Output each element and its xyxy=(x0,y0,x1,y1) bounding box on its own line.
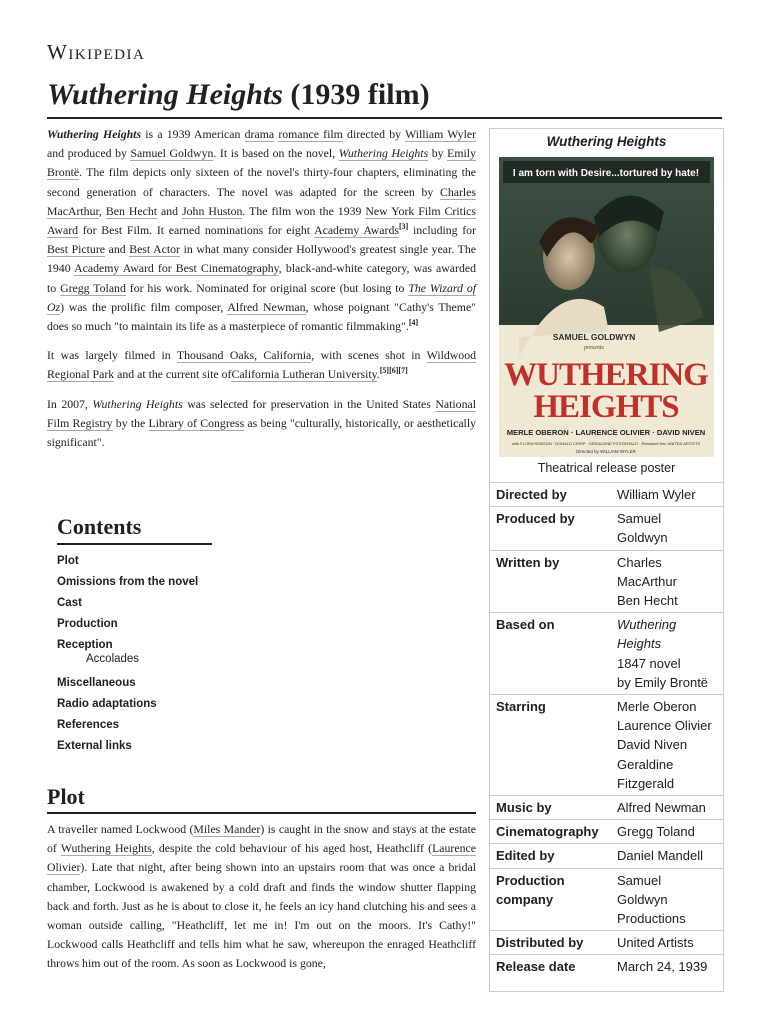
text-run: was selected for preservation in the United States xyxy=(182,396,436,411)
poster-art xyxy=(499,157,714,457)
infobox-label: Written by xyxy=(496,554,560,570)
infobox-row xyxy=(490,843,723,867)
text-run: A traveller named Lockwood ( xyxy=(47,822,194,836)
poster-small-credits: with FLORA ROBSON · DONALD CRISP · GERALDINE FITZGERALD · Released thru UNITED ARTISTS xyxy=(511,441,701,446)
infobox-value xyxy=(617,933,723,952)
text-run: and at the current site of xyxy=(114,367,232,382)
plot-paragraph-1 xyxy=(47,820,476,974)
toc-item[interactable]: Plot xyxy=(57,555,79,567)
inline-link[interactable]: National Film Registry xyxy=(47,396,476,430)
infobox-value-line[interactable]: Charles xyxy=(617,554,662,570)
infobox-label: Distributed by xyxy=(496,935,584,951)
poster-presenter: SAMUEL GOLDWYN xyxy=(552,332,636,342)
inline-link[interactable]: Emily Brontë xyxy=(47,146,476,180)
text-run: , whose poignant "Cathy's Theme" does so much "to maintain its life as a masterpiece of romantic filmmaking". xyxy=(47,299,477,334)
text-run: and xyxy=(104,242,130,257)
infobox-value-line[interactable]: Samuel xyxy=(617,511,662,527)
toc-item[interactable]: Reception xyxy=(57,639,113,651)
inline-link[interactable]: William Wyler xyxy=(405,127,477,141)
infobox-value-line[interactable]: United Artists xyxy=(617,935,694,951)
infobox-value-line[interactable]: Goldwyn xyxy=(617,891,668,907)
infobox-label: Release date xyxy=(496,959,576,975)
infobox-value-line[interactable]: Productions xyxy=(617,911,686,927)
infobox-rows xyxy=(490,482,723,979)
toc-item[interactable]: External links xyxy=(57,740,132,752)
text-run: and xyxy=(157,203,183,218)
contents-heading: Contents xyxy=(57,514,212,545)
toc-item[interactable]: Miscellaneous xyxy=(57,677,136,689)
toc-item[interactable]: Radio adaptations xyxy=(57,698,157,710)
text-run: ) is caught in the snow and stays at the estate of xyxy=(47,822,476,856)
text-run: in what many consider Hollywood's greatest single year. The 1940 xyxy=(47,242,476,276)
infobox-value-line[interactable]: Heights xyxy=(617,636,662,652)
infobox-label: Edited by xyxy=(496,848,555,864)
infobox-value xyxy=(617,798,723,817)
inline-link[interactable]: Academy Awards xyxy=(314,223,399,238)
plot-section xyxy=(47,820,476,984)
infobox-value-line[interactable]: Laurence Olivier xyxy=(617,718,712,734)
table-of-contents xyxy=(57,514,217,757)
infobox-value-line[interactable]: Alfred Newman xyxy=(617,800,706,816)
toc-item[interactable]: Cast xyxy=(57,597,82,609)
infobox-value-line[interactable]: MacArthur xyxy=(617,573,677,589)
inline-link[interactable]: Charles MacArthur xyxy=(47,184,476,218)
inline-link[interactable]: Wuthering Heights xyxy=(338,146,429,161)
text-run: by xyxy=(428,146,448,161)
intro-section xyxy=(47,125,476,462)
infobox-value xyxy=(617,485,723,504)
inline-link[interactable]: New York Film Critics Award xyxy=(47,203,476,238)
toc-item[interactable]: Omissions from the novel xyxy=(57,576,199,588)
inline-link[interactable]: Wuthering Heights xyxy=(60,841,152,856)
intro-paragraph-3 xyxy=(47,395,476,453)
text-run: . The film depicts only sixteen of the novel's thirty-four chapters, eliminating the second generation of characters. The novel was adapted for the screen by xyxy=(47,165,476,199)
infobox-row xyxy=(490,612,723,694)
citation-link[interactable]: [4] xyxy=(408,318,419,328)
inline-link[interactable]: Laurence Olivier xyxy=(47,841,476,875)
citation-link[interactable]: [3] xyxy=(398,222,409,232)
text-run: . The film won the 1939 xyxy=(242,203,366,218)
page-title-italic: Wuthering Heights xyxy=(47,78,283,111)
infobox-label: Starring xyxy=(496,699,546,715)
infobox-value-line[interactable]: Samuel xyxy=(617,872,662,888)
text-run: ) was the prolific film composer, xyxy=(60,299,228,314)
text-run: for his work. Nominated for original score (but losing to xyxy=(125,280,409,295)
inline-link[interactable]: Academy Award for Best Cinematography xyxy=(74,261,279,276)
text-run: for Best Film. It earned nominations for eight xyxy=(78,223,315,238)
text-run: , with scenes shot in xyxy=(311,348,427,363)
page-title-rest: (1939 film) xyxy=(282,78,430,111)
inline-link[interactable]: Alfred Newman xyxy=(227,299,306,314)
citation-link[interactable]: [5][6][7] xyxy=(379,366,408,376)
text-run: and produced by xyxy=(47,146,131,161)
text-run: . It is based on the novel, xyxy=(213,146,339,161)
infobox-row xyxy=(490,868,723,931)
poster-caption: Theatrical release poster xyxy=(537,461,676,475)
text-run: ). Late that night, after being shown into an upstairs room that was once a bridal chamber, Lockwood is awakened by a cold draft and finds the window shutter flapping back and forth. Just as he is about to close it, he feels an icy hand clutching his and sees a woman outside calling, "Heathcliff, let me in! I'm out on the moors. It's Cathy!" Lockwood calls Heathcliff and tells him what he saw, whereupon the enraged Heathcliff throws him out of the room. As soon as Lockwood is gone, xyxy=(47,860,476,971)
contents-list xyxy=(57,551,217,757)
infobox-value xyxy=(617,822,723,841)
infobox-value-line[interactable]: William Wyler xyxy=(617,487,696,502)
text-run: , despite the cold behaviour of his aged host, Heathcliff ( xyxy=(151,841,433,856)
infobox-row xyxy=(490,550,723,613)
inline-link[interactable]: Miles Mander xyxy=(193,822,261,836)
infobox-row xyxy=(490,819,723,843)
text-run: , black-and-white category, was awarded to xyxy=(47,261,476,295)
infobox-value xyxy=(617,957,723,976)
text-run: . xyxy=(376,367,380,382)
intro-paragraph-1 xyxy=(47,125,476,336)
infobox-title: Wuthering Heights xyxy=(546,134,667,149)
infobox-value-line[interactable]: Goldwyn xyxy=(617,530,668,546)
infobox-value-line[interactable]: Gregg Toland xyxy=(617,824,695,840)
infobox-value-line[interactable]: 1847 novel xyxy=(617,655,681,671)
plot-heading: Plot xyxy=(47,784,476,814)
intro-paragraph-2 xyxy=(47,346,476,384)
italic-text: Wuthering Heights xyxy=(92,396,183,411)
text-run: In 2007, xyxy=(47,396,93,411)
poster-stars: MERLE OBERON · LAURENCE OLIVIER · DAVID NIVEN xyxy=(506,428,706,437)
infobox-label: Production company xyxy=(496,872,565,907)
inline-link[interactable]: romance film xyxy=(278,127,343,141)
text-run: It was largely filmed in xyxy=(47,348,177,363)
infobox-value xyxy=(617,615,723,692)
infobox-value xyxy=(617,509,723,547)
bold-italic-text: Wuthering Heights xyxy=(47,127,142,141)
infobox-row xyxy=(490,795,723,819)
inline-link[interactable]: California Lutheran University xyxy=(231,367,377,382)
logo-text: Wikipedia xyxy=(47,40,146,64)
inline-link[interactable]: John Huston xyxy=(182,203,243,218)
infobox-row xyxy=(490,482,723,506)
infobox-label: Music by xyxy=(496,800,552,816)
infobox-value-line[interactable]: Fitzgerald xyxy=(617,775,675,791)
text-run: is a 1939 American xyxy=(141,127,245,141)
toc-item[interactable]: Production xyxy=(57,618,118,630)
infobox-value-line[interactable]: Geraldine xyxy=(617,756,674,772)
text-run: , xyxy=(98,203,106,218)
inline-link[interactable]: Library of Congress xyxy=(148,415,245,430)
infobox-row xyxy=(490,506,723,549)
poster-title-line2: HEIGHTS xyxy=(533,389,679,425)
infobox-row xyxy=(490,954,723,978)
infobox-value xyxy=(617,871,723,929)
text-run: including for xyxy=(408,223,477,238)
infobox-value-line[interactable]: Merle Oberon xyxy=(617,699,697,715)
poster-tagline: I am torn with Desire...tortured by hate! xyxy=(512,168,700,179)
inline-link[interactable]: Ben Hecht xyxy=(105,203,158,218)
infobox-value-line[interactable]: David Niven xyxy=(617,737,688,753)
infobox-label: Directed by xyxy=(496,487,567,502)
page-title xyxy=(47,78,430,112)
infobox-value xyxy=(617,553,723,611)
inline-link[interactable]: drama xyxy=(244,127,275,141)
text-run: by the xyxy=(112,415,149,430)
infobox-label: Produced by xyxy=(496,511,575,527)
infobox-value-line[interactable]: March 24, 1939 xyxy=(617,959,708,975)
infobox-value xyxy=(617,697,723,793)
infobox-label: Based on xyxy=(496,617,555,633)
poster-image[interactable] xyxy=(499,157,714,457)
inline-link[interactable]: Thousand Oaks, California xyxy=(176,348,312,363)
infobox-value-line[interactable]: Daniel Mandell xyxy=(617,848,703,864)
inline-link[interactable]: Best Picture xyxy=(47,242,105,257)
wikipedia-logo[interactable] xyxy=(47,40,145,65)
infobox-value-line[interactable]: by Emily Brontë xyxy=(617,674,709,690)
infobox xyxy=(489,128,724,992)
poster-presents: presents xyxy=(584,345,604,351)
inline-link[interactable]: Samuel Goldwyn xyxy=(130,146,214,161)
title-divider xyxy=(47,117,722,119)
poster-director: Directed by WILLIAM WYLER xyxy=(576,449,636,454)
poster-title-line1: WUTHERING xyxy=(504,357,708,393)
toc-item[interactable]: References xyxy=(57,719,120,731)
text-run: directed by xyxy=(342,127,406,141)
inline-link[interactable]: Wildwood Regional Park xyxy=(47,348,476,382)
infobox-value xyxy=(617,846,723,865)
infobox-row xyxy=(490,694,723,795)
infobox-row xyxy=(490,930,723,954)
text-run: as being "culturally, historically, or aesthetically significant". xyxy=(47,415,477,450)
infobox-value-line[interactable]: Ben Hecht xyxy=(617,593,678,609)
inline-link[interactable]: Gregg Toland xyxy=(60,280,126,295)
infobox-label: Cinematography xyxy=(496,824,599,840)
inline-link[interactable]: Best Actor xyxy=(129,242,180,257)
toc-item[interactable]: Accolades xyxy=(86,653,140,665)
infobox-value-line[interactable]: Wuthering xyxy=(617,617,677,633)
inline-link[interactable]: The Wizard of Oz xyxy=(47,280,476,314)
